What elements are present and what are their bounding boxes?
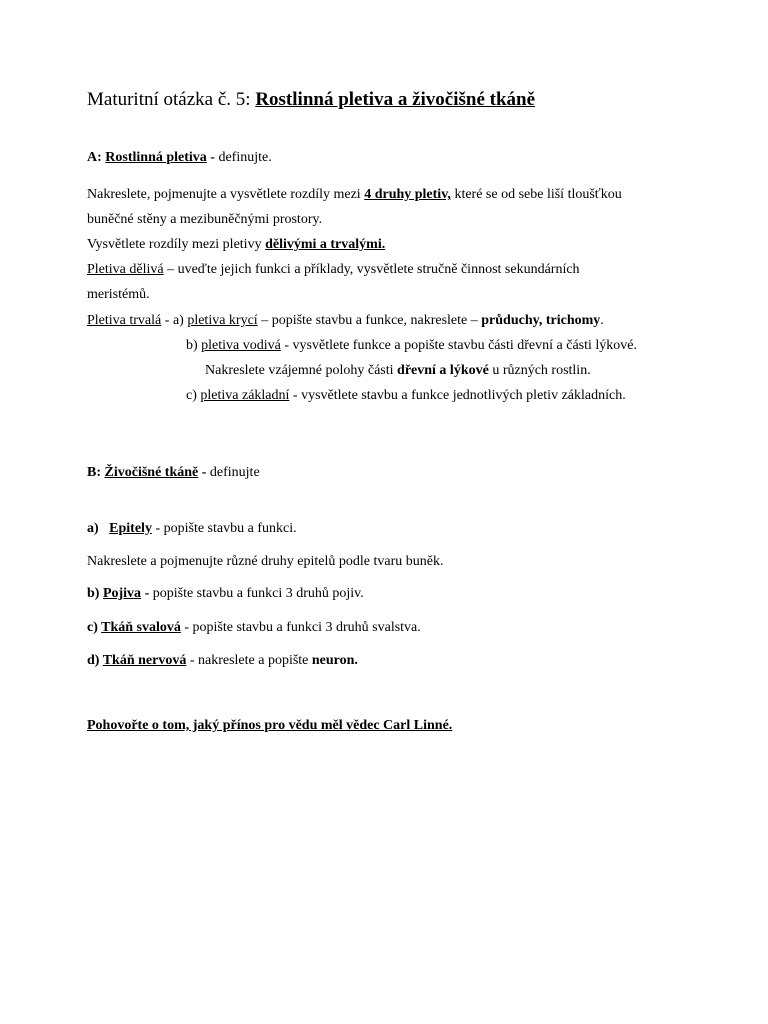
section-b-topic: Živočišné tkáně: [104, 465, 199, 480]
para1-post: které se od sebe liší tloušťkou: [450, 187, 622, 202]
trvala-b-line2-post: u různých rostlin.: [488, 363, 591, 378]
section-a-para3: [87, 261, 689, 279]
para1-bold: 4 druhy pletiv,: [364, 187, 451, 202]
section-a-para3-line2: meristémů.: [87, 287, 150, 302]
trvala-a-rest: – popište stavbu a funkce, nakreslete –: [257, 313, 482, 328]
trvala-dash: -: [161, 313, 173, 328]
section-b-rest: definujte: [209, 465, 260, 480]
trvala-a-line: [87, 312, 604, 330]
section-a-para1-line2: buněčné stěny a mezibuněčnými prostory.: [87, 212, 323, 227]
pletiva-trvala-term: Pletiva trvalá: [87, 313, 162, 328]
drevni-lykove: dřevní a lýkové: [397, 363, 489, 378]
item-c-line: [87, 619, 421, 637]
tkan-nervova-term: Tkáň nervová: [102, 653, 187, 668]
trvala-b-line2: [205, 362, 591, 380]
section-a-dash: -: [206, 150, 219, 165]
item-a-line: [87, 520, 297, 538]
tkan-svalova-term: Tkáň svalová: [101, 620, 181, 635]
section-a-para1: [87, 186, 622, 204]
trvala-a-end: .: [600, 313, 604, 328]
para1-text: Nakreslete, pojmenujte a vysvětlete rozdíly mezi: [87, 187, 365, 202]
item-d-line: [87, 652, 358, 670]
trvala-c-line: [186, 387, 626, 405]
item-b-label: b): [87, 586, 103, 601]
trvala-b-line: [186, 337, 637, 355]
item-d-label: d): [87, 653, 103, 668]
pojiva-term: Pojiva: [102, 586, 142, 601]
item-b-line: [87, 585, 364, 603]
page-title: [87, 88, 535, 112]
pletiva-delivá-term: Pletiva dělivá: [87, 262, 164, 277]
section-b-label: B:: [87, 465, 105, 480]
item-b-rest: popište stavbu a funkci 3 druhů pojiv.: [152, 586, 364, 601]
closing-question: Pohovořte o tom, jaký přínos pro vědu měl vědec Carl Linné.: [87, 718, 453, 733]
section-a-rest: definujte.: [218, 150, 272, 165]
pletiva-zakladni-term: pletiva základní: [200, 388, 290, 403]
pletiva-kryci-term: pletiva krycí: [187, 313, 258, 328]
item-b-dash: -: [141, 586, 153, 601]
section-b-heading: [87, 464, 260, 482]
section-a-para2: [87, 236, 385, 254]
section-a-label: A:: [87, 150, 106, 165]
section-a-topic: Rostlinná pletiva: [105, 150, 207, 165]
item-c-rest: - popište stavbu a funkci 3 druhů svalstva.: [180, 620, 421, 635]
title-topic: Rostlinná pletiva a živočišné tkáně: [255, 89, 536, 110]
trvala-a-label: a): [172, 313, 188, 328]
trvala-c-rest: - vysvětlete stavbu a funkce jednotlivých pletiv základních.: [289, 388, 626, 403]
item-a-line2: Nakreslete a pojmenujte různé druhy epitelů podle tvaru buněk.: [87, 554, 444, 569]
pletiva-vodiva-term: pletiva vodivá: [201, 338, 281, 353]
para2-bold: dělivými a trvalými.: [265, 237, 386, 252]
trvala-b-rest: - vysvětlete funkce a popište stavbu části dřevní a části lýkové.: [280, 338, 637, 353]
item-c-label: c): [87, 620, 102, 635]
trvala-b-line2-pre: Nakreslete vzájemné polohy části: [205, 363, 398, 378]
para3-rest: – uveďte jejich funkci a příklady, vysvětlete stručně činnost sekundárních: [163, 262, 580, 277]
epitely-term: Epitely: [109, 521, 152, 536]
section-b-dash: -: [198, 465, 210, 480]
item-d-rest: - nakreslete a popište: [186, 653, 312, 668]
item-a-rest: - popište stavbu a funkci.: [151, 521, 297, 536]
para2-text: Vysvětlete rozdíly mezi pletivy: [87, 237, 266, 252]
title-prefix: Maturitní otázka č. 5:: [87, 89, 256, 110]
trvala-c-label: c): [186, 388, 201, 403]
trvala-b-label: b): [186, 338, 202, 353]
pruduchy-trichomy: průduchy, trichomy: [481, 313, 601, 328]
neuron-bold: neuron.: [311, 653, 358, 668]
section-a-heading: [87, 149, 272, 167]
item-a-label: a): [87, 521, 110, 536]
